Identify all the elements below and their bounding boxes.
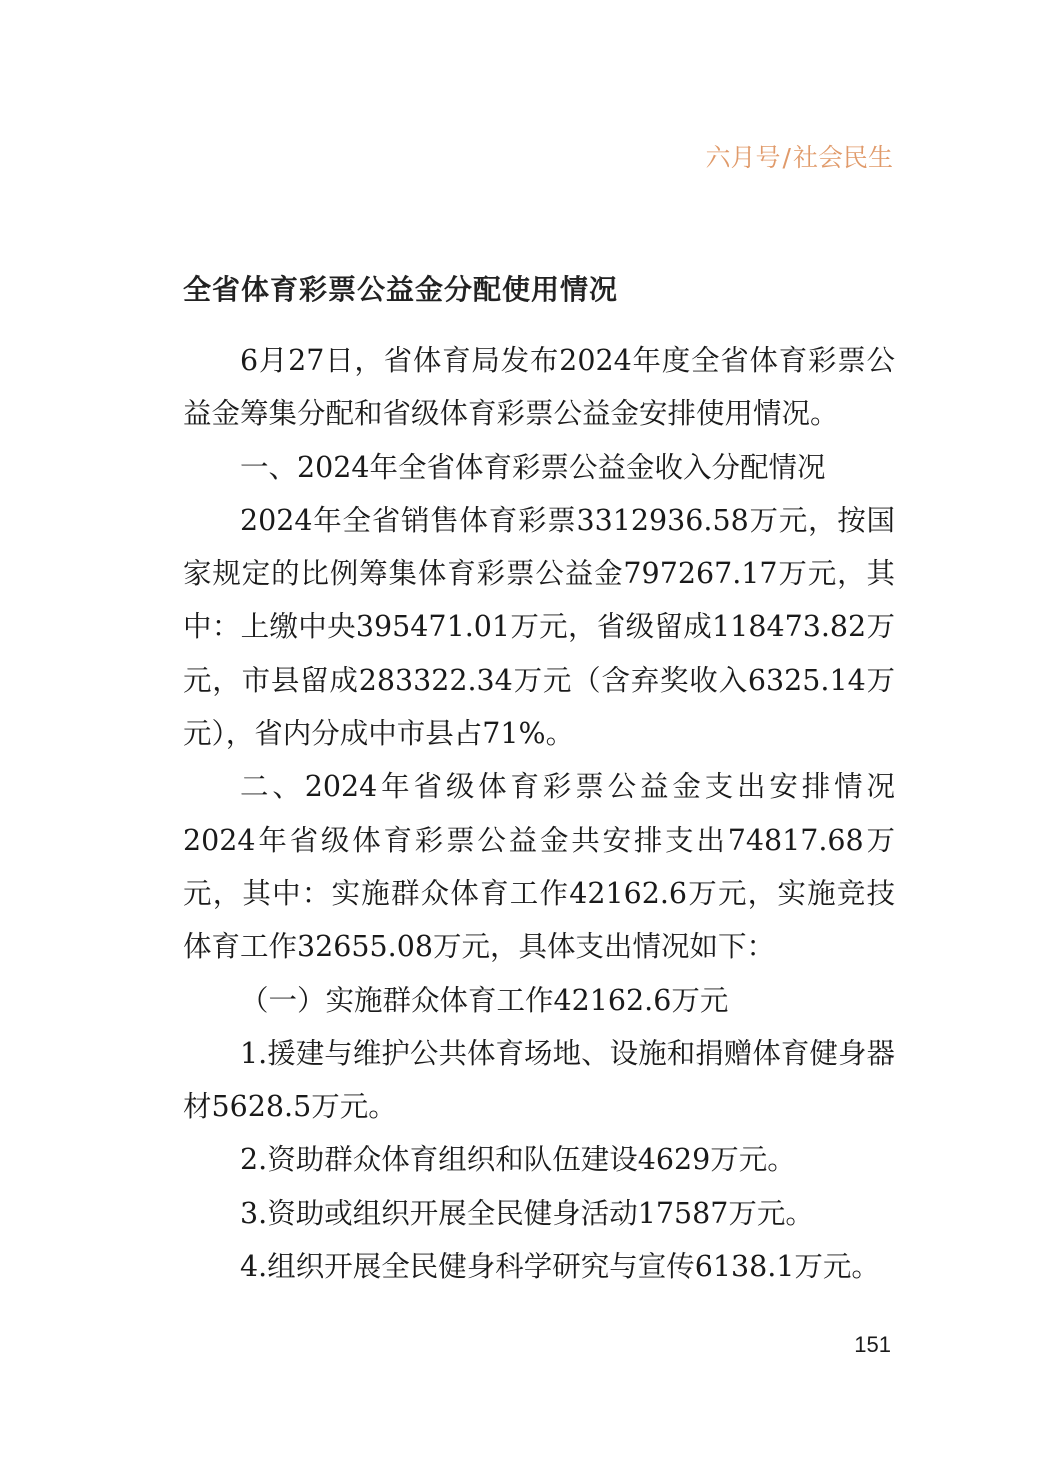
paragraph-income-detail: 2024年全省销售体育彩票3312936.58万元，按国家规定的比例筹集体育彩票公益金797267.17万元，其中：上缴中央395471.01万元，省级留成118473.82万元，市县留成283322.34万元（含弃奖收入6325.14万元），省内分成中市县占71%。 xyxy=(183,503,895,751)
article-title: 全省体育彩票公益金分配使用情况 xyxy=(183,273,619,306)
list-item-2: 2.资助群众体育组织和队伍建设4629万元。 xyxy=(240,1143,796,1177)
running-header xyxy=(706,138,893,174)
header-separator: / xyxy=(782,143,791,172)
paragraph-expenditure: 二、2024年省级体育彩票公益金支出安排情况2024年省级体育彩票公益金共安排支出74817.68万元，其中：实施群众体育工作42162.6万元，实施竞技体育工作32655.08万元，具体支出情况如下： xyxy=(183,770,895,964)
paragraph-intro: 6月27日，省体育局发布2024年度全省体育彩票公益金筹集分配和省级体育彩票公益金安排使用情况。 xyxy=(183,344,895,431)
list-item-4: 4.组织开展全民健身科学研究与宣传6138.1万元。 xyxy=(240,1250,880,1284)
paragraph-heading-income: 一、2024年全省体育彩票公益金收入分配情况 xyxy=(240,450,826,484)
list-item-1: 1.援建与维护公共体育场地、设施和捐赠体育健身器材5628.5万元。 xyxy=(183,1036,895,1124)
paragraph-subheading-mass-sports: （一）实施群众体育工作42162.6万元 xyxy=(240,983,729,1017)
list-item-3: 3.资助或组织开展全民健身活动17587万元。 xyxy=(240,1196,814,1230)
article-body xyxy=(183,334,895,1293)
issue-label: 六月号 xyxy=(705,143,781,172)
section-label: 社会民生 xyxy=(792,143,893,172)
page-number: 151 xyxy=(854,1332,891,1357)
